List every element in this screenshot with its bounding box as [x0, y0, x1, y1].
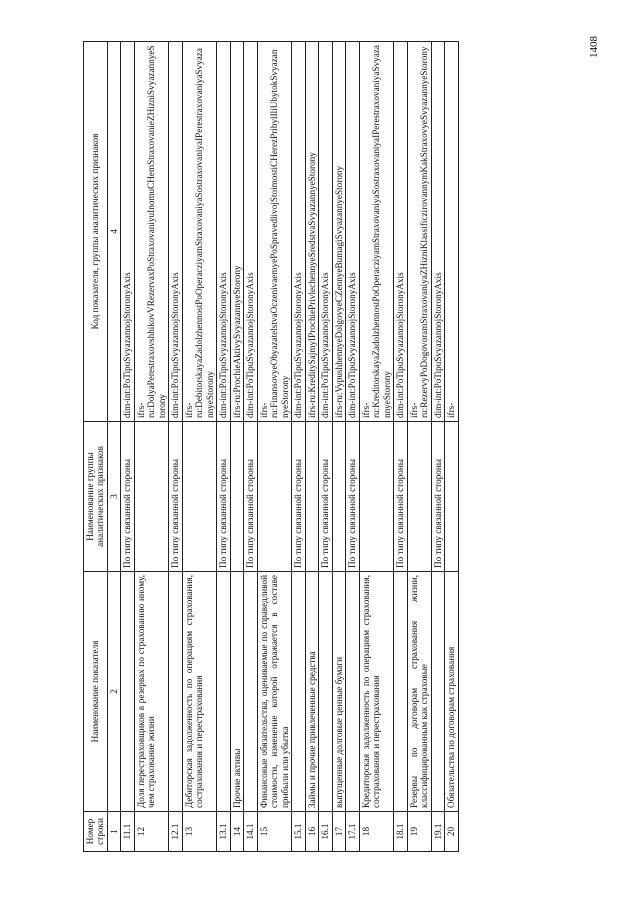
row-number-cell: 16.1: [319, 812, 332, 852]
indicator-name-cell: Финансовые обязательства, оцениваемые по справедливой стоимости, изменение которой отражается в составе прибыли или убытка: [257, 572, 291, 812]
table-row: [346, 42, 359, 852]
indicator-code-cell: dim-int:PoTipuSvyazannojStoronyAxis: [292, 42, 305, 422]
indicator-code-cell: dim-int:PoTipuSvyazannojStoronyAxis: [244, 42, 257, 422]
indicator-name-cell: [319, 572, 332, 812]
column-number: 3: [107, 422, 120, 572]
indicator-code-cell: ifrs-ru:FinansovyeObyazatelstvaOczenivaemyePoSpravedlivojStoimostiCHerezPribylIliUbytokSvyazannyeStorony: [257, 42, 291, 422]
indicator-code-cell: ifrs-ru:KreditySajmyIProchiePrivlechennyeSredstvaSvyazannyeStorony: [305, 42, 318, 422]
indicator-name-cell: [217, 572, 230, 812]
page-number: 1408: [588, 36, 600, 58]
indicator-code-cell: dim-int:PoTipuSvyazannojStoronyAxis: [346, 42, 359, 422]
indicator-code-cell: dim-int:PoTipuSvyazannojStoronyAxis: [431, 42, 444, 422]
indicator-name-cell: Прочие активы: [230, 572, 243, 812]
indicator-name-cell: Дебиторская задолженность по операциям страхования, сострахования и перестрахования: [182, 572, 216, 812]
indicator-code-cell: ifrs-ru:ProchieAktivySvyazannyeStorony: [230, 42, 243, 422]
row-number-cell: 16: [305, 812, 318, 852]
rotated-table-container: [83, 42, 585, 852]
row-number-cell: 19: [407, 812, 431, 852]
group-name-cell: По типу связанной стороны: [394, 422, 407, 572]
group-name-cell: По типу связанной стороны: [244, 422, 257, 572]
column-number: 2: [107, 572, 120, 812]
indicator-table: [83, 41, 459, 852]
table-row: [257, 42, 291, 852]
indicator-name-cell: Кредиторская задолженность по операциям страхования, сострахования и перестрахования: [359, 572, 393, 812]
row-number-cell: 13: [182, 812, 216, 852]
indicator-code-cell: ifrs-: [445, 42, 458, 422]
row-number-cell: 14.1: [244, 812, 257, 852]
indicator-code-cell: ifrs-ru:VypushhennyeDolgovyeCZennyeBumagiSvyazannyeStorony: [332, 42, 345, 422]
indicator-code-cell: dim-int:PoTipuSvyazannojStoronyAxis: [169, 42, 182, 422]
table-row: [359, 42, 393, 852]
row-number-cell: 14: [230, 812, 243, 852]
indicator-code-cell: ifrs-ru:DebitorskayaZadolzhennostPoOperacziyamStraxovaniyaSostraxovaniyaIPerestraxovaniyaSvyazannyeStorony: [182, 42, 216, 422]
row-number-cell: 17: [332, 812, 345, 852]
header-row-number: Номер строки: [84, 812, 108, 852]
indicator-name-cell: Займы и прочие привлеченные средства: [305, 572, 318, 812]
indicator-name-cell: Резервы по договорам страхования жизни, классифицированным как страховые: [407, 572, 431, 812]
indicator-code-cell: dim-int:PoTipuSvyazannojStoronyAxis: [217, 42, 230, 422]
group-name-cell: По типу связанной стороны: [319, 422, 332, 572]
indicator-code-cell: ifrs-ru:DolyaPerestraxovshhikovVRezervaxPoStraxovaniyuInomuCHemStraxovanieZHizniSvyazannyeStorony: [134, 42, 168, 422]
row-number-cell: 19.1: [431, 812, 444, 852]
column-number-row: [107, 42, 120, 852]
indicator-name-cell: [244, 572, 257, 812]
group-name-cell: [332, 422, 345, 572]
table-row: [182, 42, 216, 852]
group-name-cell: По типу связанной стороны: [292, 422, 305, 572]
indicator-name-cell: [292, 572, 305, 812]
row-number-cell: 15: [257, 812, 291, 852]
table-row: [169, 42, 182, 852]
group-name-cell: По типу связанной стороны: [346, 422, 359, 572]
table-row: [332, 42, 345, 852]
group-name-cell: [407, 422, 431, 572]
indicator-name-cell: Доля перестраховщиков в резервах по страхованию иному, чем страхование жизни: [134, 572, 168, 812]
group-name-cell: [257, 422, 291, 572]
table-row: [244, 42, 257, 852]
group-name-cell: [445, 422, 458, 572]
column-number: 4: [107, 42, 120, 422]
group-name-cell: [305, 422, 318, 572]
table-row: [431, 42, 444, 852]
table-row: [134, 42, 168, 852]
indicator-code-cell: dim-int:PoTipuSvyazannojStoronyAxis: [121, 42, 134, 422]
row-number-cell: 12: [134, 812, 168, 852]
table-row: [319, 42, 332, 852]
row-number-cell: 12.1: [169, 812, 182, 852]
table-header-row: [84, 42, 108, 852]
group-name-cell: [359, 422, 393, 572]
row-number-cell: 13.1: [217, 812, 230, 852]
group-name-cell: По типу связанной стороны: [431, 422, 444, 572]
table-row: [121, 42, 134, 852]
indicator-code-cell: ifrs-ru:RezervyPoDogovoramStraxovaniyaZHizniKlassificzirovannymKakStraxovyeSvyazannyeStorony: [407, 42, 431, 422]
table-row: [292, 42, 305, 852]
indicator-name-cell: выпущенные долговые ценные бумаги: [332, 572, 345, 812]
row-number-cell: 17.1: [346, 812, 359, 852]
indicator-code-cell: dim-int:PoTipuSvyazannojStoronyAxis: [319, 42, 332, 422]
row-number-cell: 11.1: [121, 812, 134, 852]
indicator-name-cell: [169, 572, 182, 812]
indicator-name-cell: Обязательства по договорам страхования: [445, 572, 458, 812]
column-number: 1: [107, 812, 120, 852]
table-row: [394, 42, 407, 852]
group-name-cell: [134, 422, 168, 572]
group-name-cell: По типу связанной стороны: [169, 422, 182, 572]
row-number-cell: 18.1: [394, 812, 407, 852]
row-number-cell: 20: [445, 812, 458, 852]
header-group-name: Наименование группы аналитических признаков: [84, 422, 108, 572]
group-name-cell: [230, 422, 243, 572]
header-indicator-name: Наименование показателя: [84, 572, 108, 812]
table-row: [217, 42, 230, 852]
table-row: [305, 42, 318, 852]
row-number-cell: 18: [359, 812, 393, 852]
indicator-code-cell: dim-int:PoTipuSvyazannojStoronyAxis: [394, 42, 407, 422]
table-row: [230, 42, 243, 852]
header-indicator-code: Код показателя, группы аналитических признаков: [84, 42, 108, 422]
table-row: [407, 42, 431, 852]
indicator-name-cell: [431, 572, 444, 812]
indicator-name-cell: [346, 572, 359, 812]
indicator-name-cell: [121, 572, 134, 812]
group-name-cell: По типу связанной стороны: [121, 422, 134, 572]
group-name-cell: По типу связанной стороны: [217, 422, 230, 572]
table-body: [121, 42, 458, 852]
indicator-name-cell: [394, 572, 407, 812]
row-number-cell: 15.1: [292, 812, 305, 852]
group-name-cell: [182, 422, 216, 572]
indicator-code-cell: ifrs-ru:KreditorskayaZadolzhennostPoOperacziyamStraxovaniyaSostraxovaniyaIPerestraxovaniyaSvyazannyeStorony: [359, 42, 393, 422]
table-row: [445, 42, 458, 852]
